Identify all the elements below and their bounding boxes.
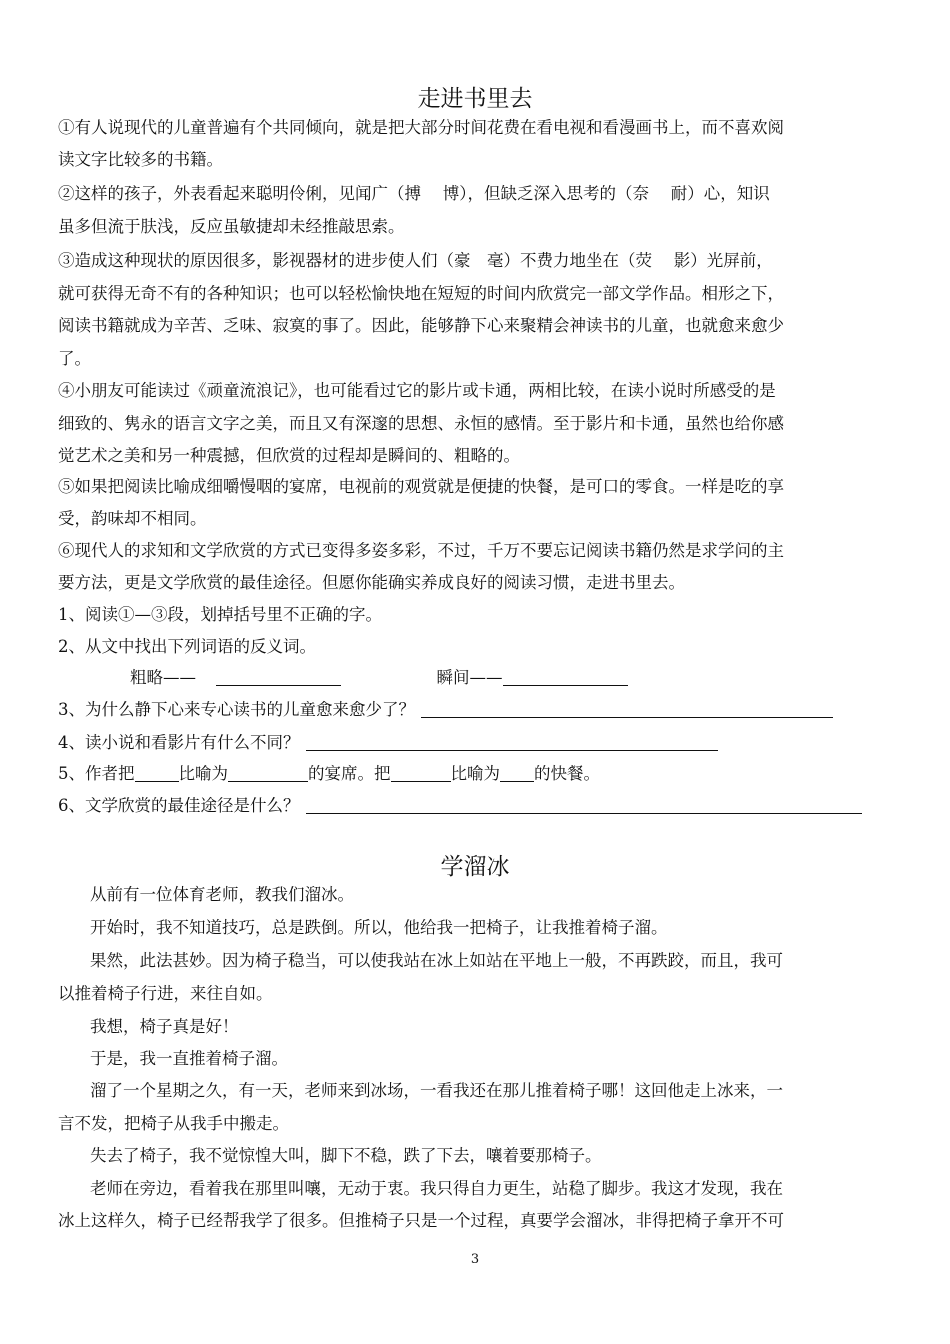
question-3-blank[interactable] [421, 699, 833, 718]
question-5-blank-2[interactable] [228, 763, 308, 782]
question-5-blank-4[interactable] [500, 763, 534, 782]
question-6-blank[interactable] [306, 795, 862, 814]
question-5-part: 比喻为 [178, 764, 228, 783]
question-2: 2、从文中找出下列词语的反义词。 [58, 637, 316, 656]
passage1-line: 要方法，更是文学欣赏的最佳途径。但愿你能确实养成良好的阅读习惯，走进书里去。 [58, 573, 685, 592]
question-5-blank-3[interactable] [391, 763, 451, 782]
question-5 [58, 763, 898, 785]
passage1-line: 觉艺术之美和另一种震撼，但欣赏的过程却是瞬间的、粗略的。 [58, 446, 520, 465]
question-4 [58, 732, 898, 754]
passage1-line: ④小朋友可能读过《顽童流浪记》，也可能看过它的影片或卡通，两相比较，在读小说时所感受的是 [58, 381, 776, 400]
passage2-line: 果然，此法甚妙。因为椅子稳当，可以使我站在冰上如站在平地上一般，不再跌跤，而且，我可 [90, 951, 783, 970]
antonym-2-blank[interactable] [503, 667, 628, 686]
passage2-line: 老师在旁边，看着我在那里叫嚷，无动于衷。我只得自力更生，站稳了脚步。我这才发现，我在 [90, 1179, 783, 1198]
passage1-line: ⑥现代人的求知和文学欣赏的方式已变得多姿多彩，不过，千万不要忘记阅读书籍仍然是求学问的主 [58, 541, 784, 560]
question-5-part: 比喻为 [450, 764, 500, 783]
passage1-line: 就可获得无奇不有的各种知识；也可以轻松愉快地在短短的时间内欣赏完一部文学作品。相形之下， [58, 284, 784, 303]
question-3 [58, 699, 898, 721]
passage2-line: 冰上这样久，椅子已经帮我学了很多。但推椅子只是一个过程，真要学会溜冰，非得把椅子拿开不可 [58, 1211, 784, 1230]
antonym-word-2: 瞬间—— [436, 668, 503, 687]
passage1-line: 了。 [58, 349, 91, 368]
question-1: 1、阅读①—③段，划掉括号里不正确的字。 [58, 605, 382, 624]
passage1-line: 虽多但流于肤浅，反应虽敏捷却未经推敲思索。 [58, 217, 405, 236]
page-number: 3 [470, 1252, 480, 1267]
question-5-part: 5、作者把 [58, 764, 135, 783]
antonym-word-1: 粗略—— [130, 668, 196, 687]
passage2-line: 开始时，我不知道技巧，总是跌倒。所以，他给我一把椅子，让我推着椅子溜。 [90, 918, 668, 937]
passage1-line: ①有人说现代的儿童普遍有个共同倾向，就是把大部分时间花费在看电视和看漫画书上，而不喜欢阅 [58, 118, 784, 137]
passage2-line: 以推着椅子行进，来往自如。 [58, 984, 273, 1003]
passage1-line: ②这样的孩子，外表看起来聪明伶俐，见闻广（搏 博），但缺乏深入思考的（奈 耐）心，知识 [58, 184, 770, 203]
passage2-line: 于是，我一直推着椅子溜。 [90, 1049, 288, 1068]
question-5-part: 的宴席。把 [308, 764, 391, 783]
question-3-text: 3、为什么静下心来专心读书的儿童愈来愈少了？ [58, 700, 415, 719]
question-2-answers [130, 667, 690, 689]
passage1-line: 细致的、隽永的语言文字之美，而且又有深邃的思想、永恒的感情。至于影片和卡通，虽然也给你感 [58, 414, 784, 433]
passage1-title: 走进书里去 [417, 86, 533, 112]
passage2-line: 从前有一位体育老师，教我们溜冰。 [90, 885, 354, 904]
passage1-line: 受，韵味却不相同。 [58, 509, 207, 528]
antonym-1-blank[interactable] [216, 667, 341, 686]
passage2-line: 失去了椅子，我不觉惊惶大叫，脚下不稳，跌了下去，嚷着要那椅子。 [90, 1146, 602, 1165]
passage2-line: 言不发，把椅子从我手中搬走。 [58, 1114, 289, 1133]
question-5-blank-1[interactable] [135, 763, 179, 782]
question-5-part: 的快餐。 [534, 764, 600, 783]
passage2-line: 我想，椅子真是好！ [90, 1017, 239, 1036]
question-6 [58, 795, 898, 817]
passage2-line: 溜了一个星期之久，有一天，老师来到冰场，一看我还在那儿推着椅子哪！这回他走上冰来，一 [90, 1081, 783, 1100]
passage1-line: 阅读书籍就成为辛苦、乏味、寂寞的事了。因此，能够静下心来聚精会神读书的儿童，也就愈来愈少 [58, 316, 784, 335]
question-6-text: 6、文学欣赏的最佳途径是什么？ [58, 796, 300, 815]
passage1-line: ③造成这种现状的原因很多，影视器材的进步使人们（豪 毫）不费力地坐在（荧 影）光屏前， [58, 251, 773, 270]
question-4-text: 4、读小说和看影片有什么不同？ [58, 733, 300, 752]
passage1-line: 读文字比较多的书籍。 [58, 150, 223, 169]
passage1-line: ⑤如果把阅读比喻成细嚼慢咽的宴席，电视前的观赏就是便捷的快餐，是可口的零食。一样是吃的享 [58, 477, 784, 496]
passage2-title: 学溜冰 [440, 854, 510, 880]
question-4-blank[interactable] [306, 732, 718, 751]
